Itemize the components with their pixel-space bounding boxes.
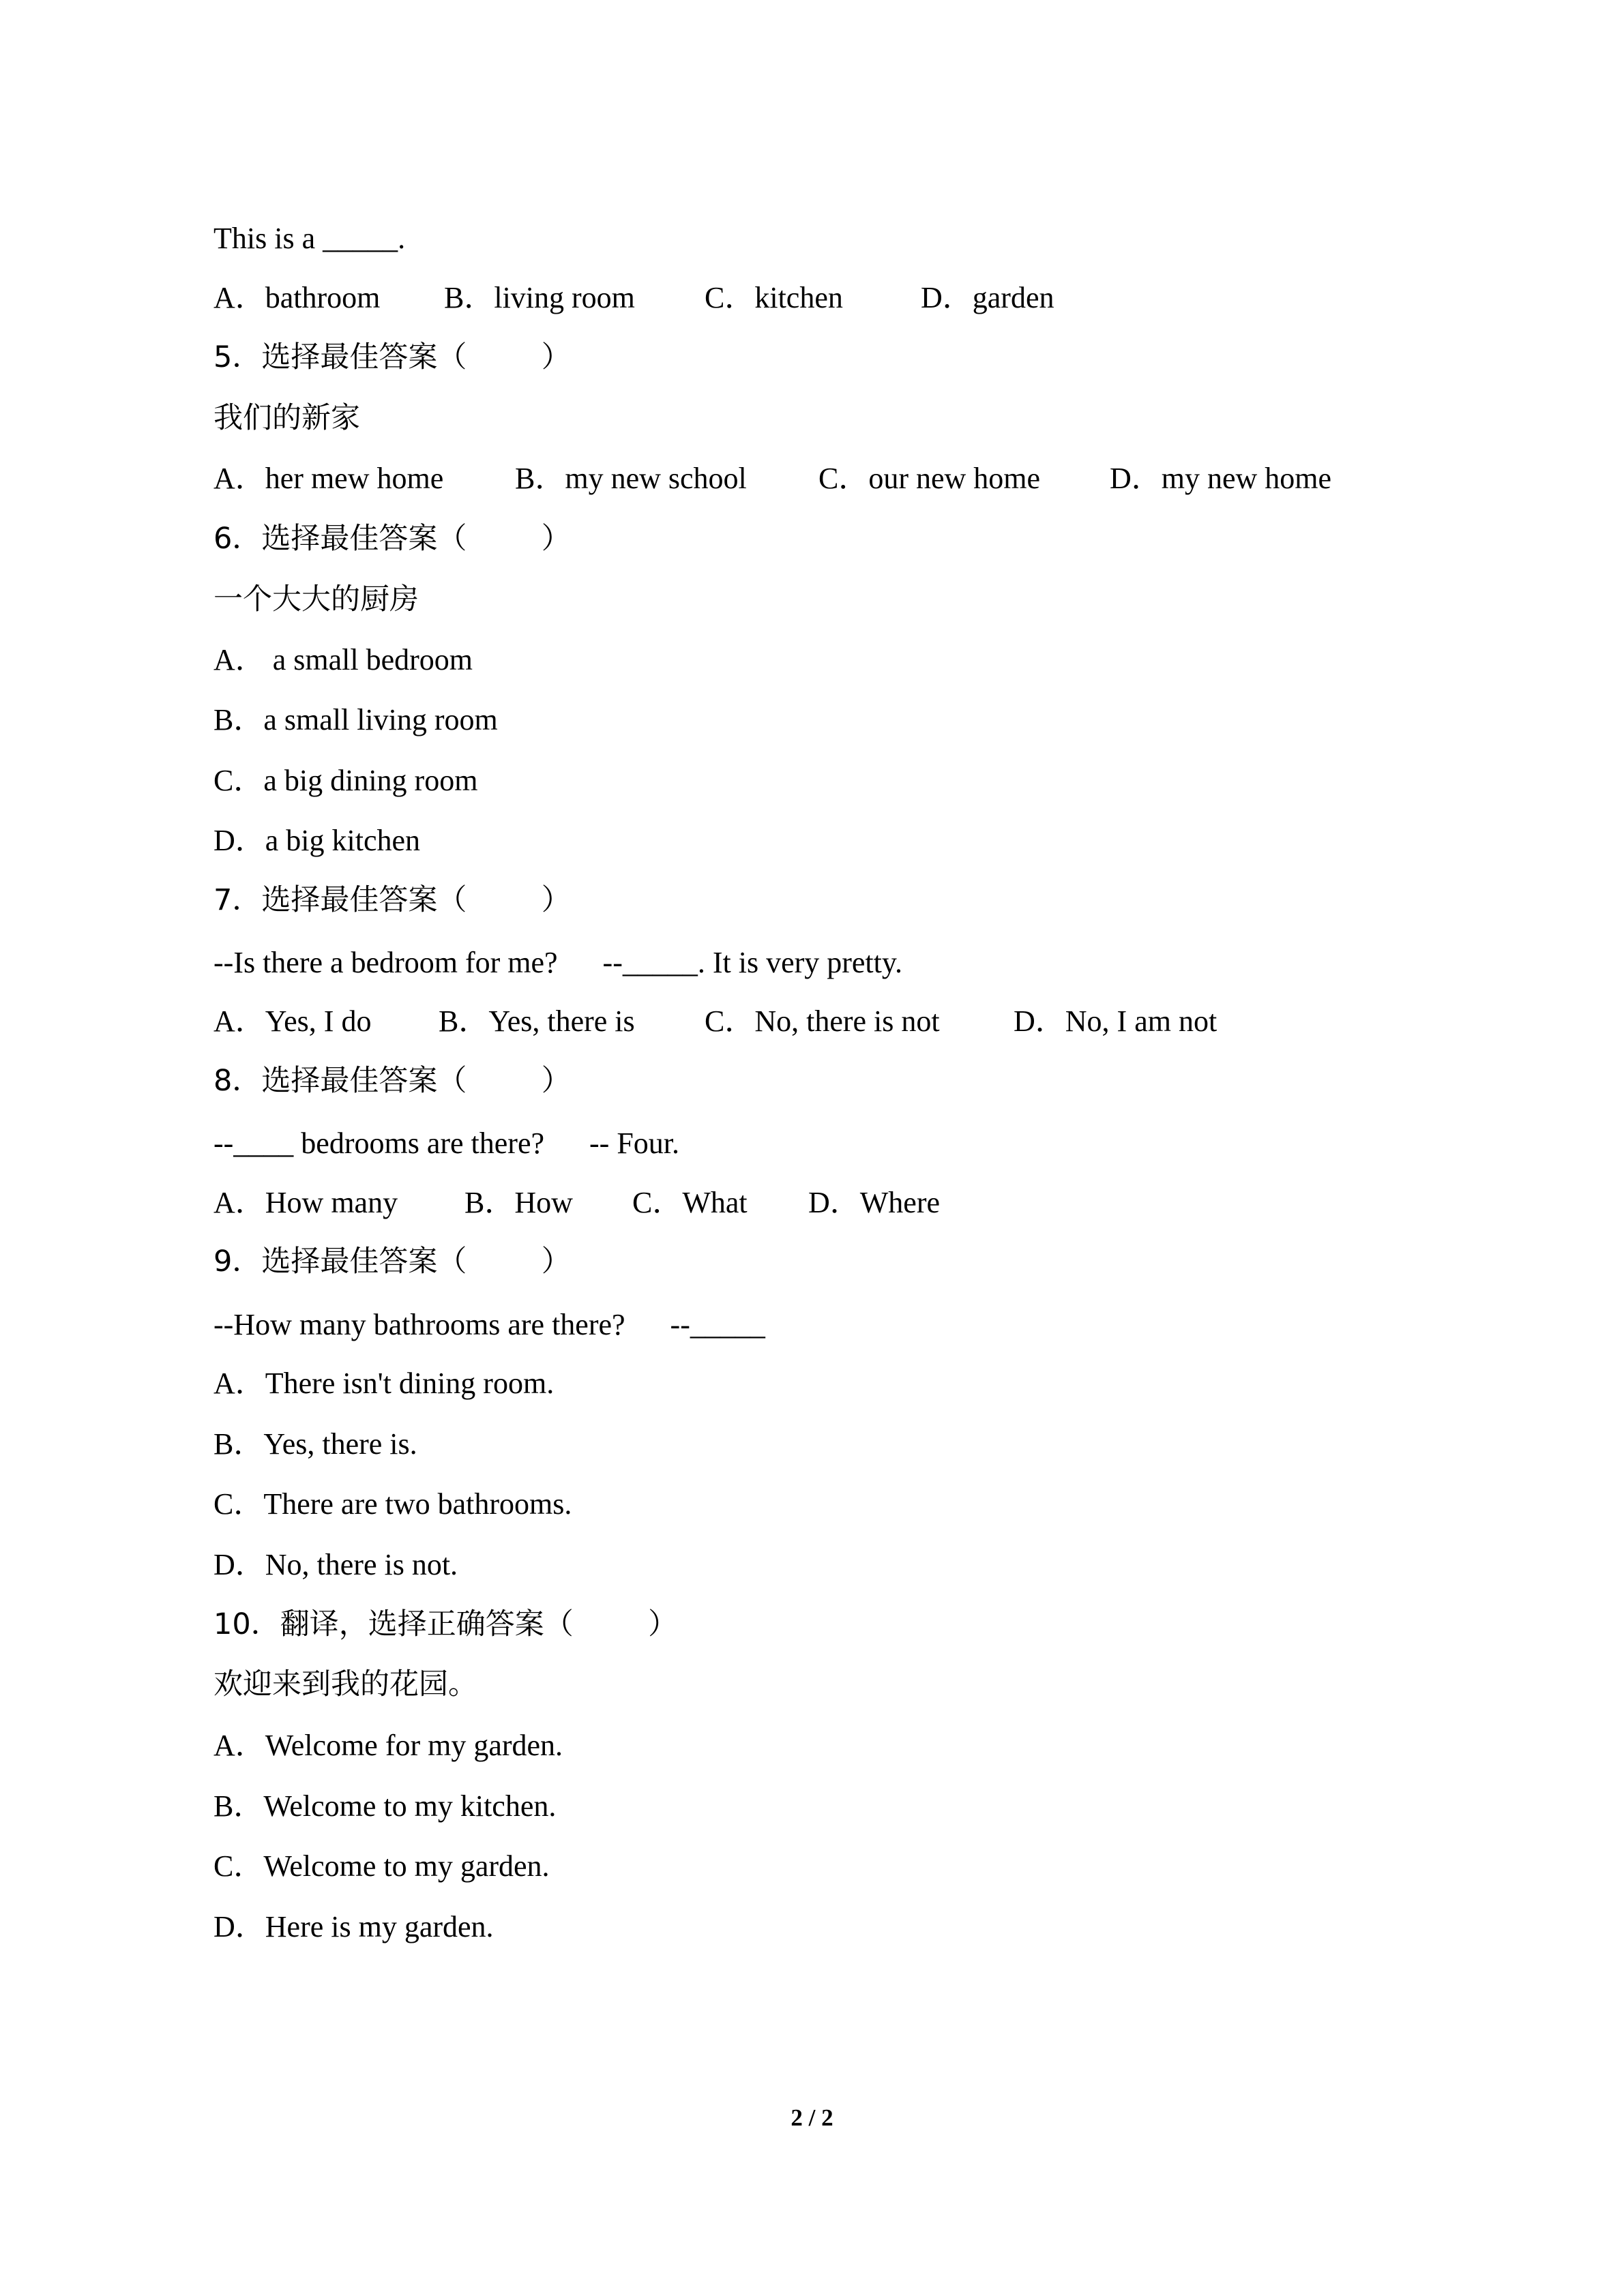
q7-header: 7．选择最佳答案（ ） — [213, 883, 571, 917]
q4-option-b: B．living room — [444, 281, 635, 314]
q9-option-d: D．No, there is not. — [213, 1548, 458, 1581]
q5-option-a: A．her mew home — [213, 462, 444, 495]
q10-option-d: D．Here is my garden. — [213, 1910, 494, 1943]
q6-option-c: C．a big dining room — [213, 764, 478, 797]
q5-prompt: 我们的新家 — [213, 401, 360, 435]
q7-option-b: B．Yes, there is — [439, 1004, 635, 1038]
q7-option-c: C．No, there is not — [705, 1004, 940, 1038]
q7-option-d: D．No, I am not — [1014, 1004, 1217, 1038]
q10-option-b: B．Welcome to my kitchen. — [213, 1789, 557, 1823]
q4-stem: This is a _____. — [213, 222, 406, 255]
q8-header: 8．选择最佳答案（ ） — [213, 1064, 571, 1098]
q6-option-d: D．a big kitchen — [213, 824, 421, 857]
q9-header: 9．选择最佳答案（ ） — [213, 1244, 571, 1279]
q8-option-c: C．What — [632, 1186, 748, 1219]
q10-option-a: A．Welcome for my garden. — [213, 1729, 563, 1762]
q9-option-c: C．There are two bathrooms. — [213, 1487, 572, 1521]
q4-option-c: C．kitchen — [705, 281, 843, 314]
q4-option-a: A．bathroom — [213, 281, 381, 314]
q8-option-d: D．Where — [808, 1186, 941, 1219]
q8-stem: --____ bedrooms are there? -- Four. — [213, 1127, 680, 1160]
page-number: 2 / 2 — [791, 2104, 833, 2131]
q9-option-b: B．Yes, there is. — [213, 1427, 417, 1461]
q6-option-b: B．a small living room — [213, 703, 498, 736]
q7-option-a: A．Yes, I do — [213, 1004, 372, 1038]
q5-header: 5．选择最佳答案（ ） — [213, 340, 571, 374]
q10-header: 10．翻译，选择正确答案（ ） — [213, 1607, 678, 1641]
q10-option-c: C．Welcome to my garden. — [213, 1849, 550, 1883]
q8-option-a: A．How many — [213, 1186, 398, 1219]
q9-stem: --How many bathrooms are there? --_____ — [213, 1308, 765, 1341]
q8-option-b: B．How — [464, 1186, 573, 1219]
q4-option-d: D．garden — [921, 281, 1054, 314]
q5-option-c: C．our new home — [818, 462, 1041, 495]
q9-option-a: A．There isn't dining room. — [213, 1367, 555, 1400]
q5-option-d: D．my new home — [1110, 462, 1332, 495]
q6-prompt: 一个大大的厨房 — [213, 582, 419, 616]
q6-header: 6．选择最佳答案（ ） — [213, 522, 571, 556]
q10-prompt: 欢迎来到我的花园。 — [213, 1667, 477, 1701]
q7-stem: --Is there a bedroom for me? --_____. It is very pretty. — [213, 946, 903, 979]
q5-option-b: B．my new school — [515, 462, 747, 495]
q6-option-a: A． a small bedroom — [213, 643, 473, 676]
